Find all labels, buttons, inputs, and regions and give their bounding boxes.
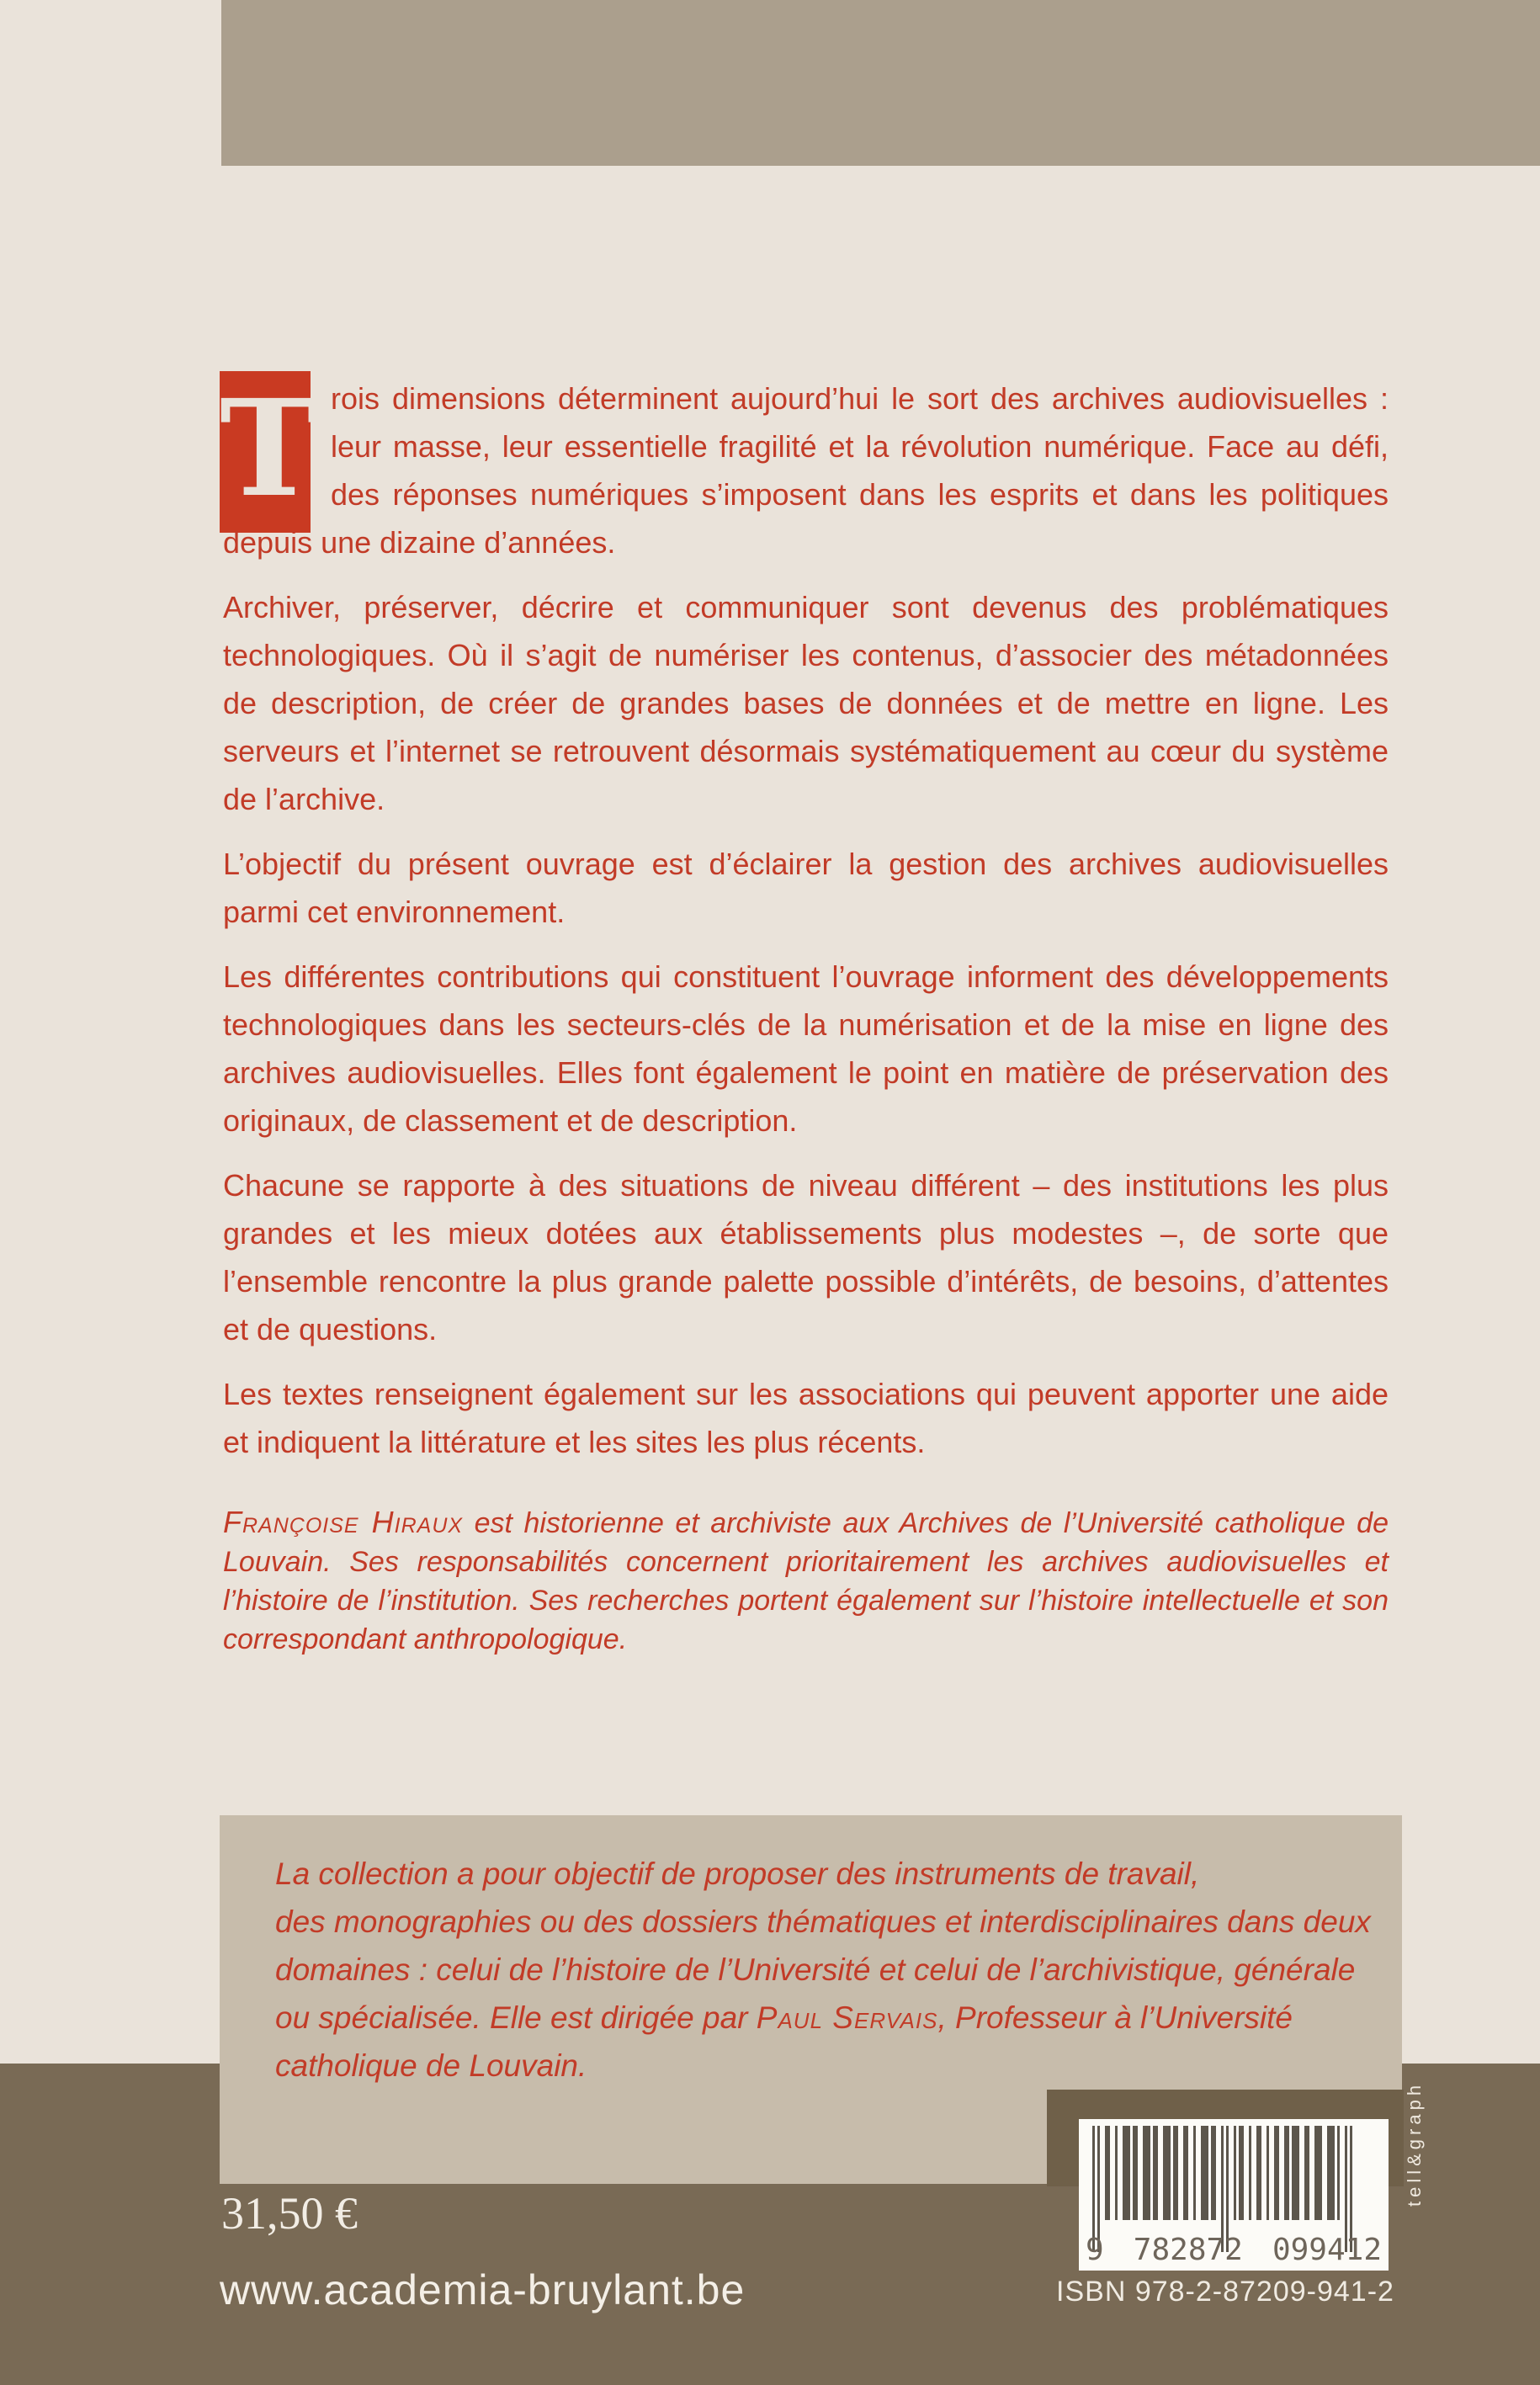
barcode [1079,2119,1389,2271]
paragraph-5: Chacune se rapporte à des situations de niveau différent – des institutions les plus grandes et les mieux dotées aux établissements plus modestes –, de sorte que l’ensemble rencontre la plus grande palette possible d’intérêts, de besoins, d’attentes et de questions. [223,1168,1389,1347]
imprint-tellgraph: tell&graph [1404,2080,1425,2207]
collection-line: ou spécialisée. Elle est dirigée par Paul Servais, Professeur à l’Université [275,2000,1293,2035]
paragraph-3: L’objectif du présent ouvrage est d’éclairer la gestion des archives audiovisuelles parmi cet environnement. [223,847,1389,929]
isbn-label: ISBN 978-2-87209-941-2 [1056,2276,1394,2308]
author-bio [223,1503,1389,1659]
dropcap-flow-spacer [223,374,331,518]
publisher-website: www.academia-bruylant.be [220,2266,746,2313]
back-cover-blurb [223,374,1389,1483]
series-director-name: Paul Servais [756,2000,938,2035]
collection-line: La collection a pour objectif de proposer des instruments de travail, [275,1856,1200,1891]
top-taupe-band [221,0,1540,166]
price-label: 31,50 € [221,2188,358,2239]
paragraph-1: rois dimensions déterminent aujourd’hui le sort des archives audiovisuelles : leur masse, leur essentielle fragilité et la révolution numérique. Face au défi, des réponses numériques s’imposent dans les esprits et dans les politiques depuis une dizaine d’années. [223,374,1389,566]
collection-line: domaines : celui de l’histoire de l’Université et celui de l’archivistique, générale [275,1952,1356,1987]
author-name: Françoise Hiraux [223,1505,464,1539]
paragraph-4: Les différentes contributions qui constituent l’ouvrage informent des développements technologiques dans les secteurs-clés de la numérisation et de la mise en ligne des archives audiovisuelles. Elles font également le point en matière de préservation des originaux, de classement et de description. [223,959,1389,1138]
paragraph-2: Archiver, préserver, décrire et communiquer sont devenus des problématiques technologiques. Où il s’agit de numériser les contenus, d’associer des métadonnées de description, de créer de grandes bases de données et de mettre en ligne. Les serveurs et l’internet se retrouvent désormais systématiquement au cœur du système de l’archive. [223,590,1389,816]
author-bio-text: est historienne et archiviste aux Archives de l’Université catholique de Louvain. Ses responsabilités concernent prioritairement les archives audiovisuelles et l’histoire de l’institution. Ses recherches portent également sur l’histoire intellectuelle et son correspondant anthropologique. [223,1507,1389,1655]
collection-note-text [275,1850,1371,2090]
barcode-digits: 9 782872 099412 [1086,2233,1382,2267]
collection-line: catholique de Louvain. [275,2048,587,2083]
dropcap-letter: T [220,371,319,527]
paragraph-6: Les textes renseignent également sur les associations qui peuvent apporter une aide et indiquent la littérature et les sites les plus récents. [223,1377,1389,1459]
collection-line: des monographies ou des dossiers thématiques et interdisciplinaires dans deux [275,1904,1371,1939]
